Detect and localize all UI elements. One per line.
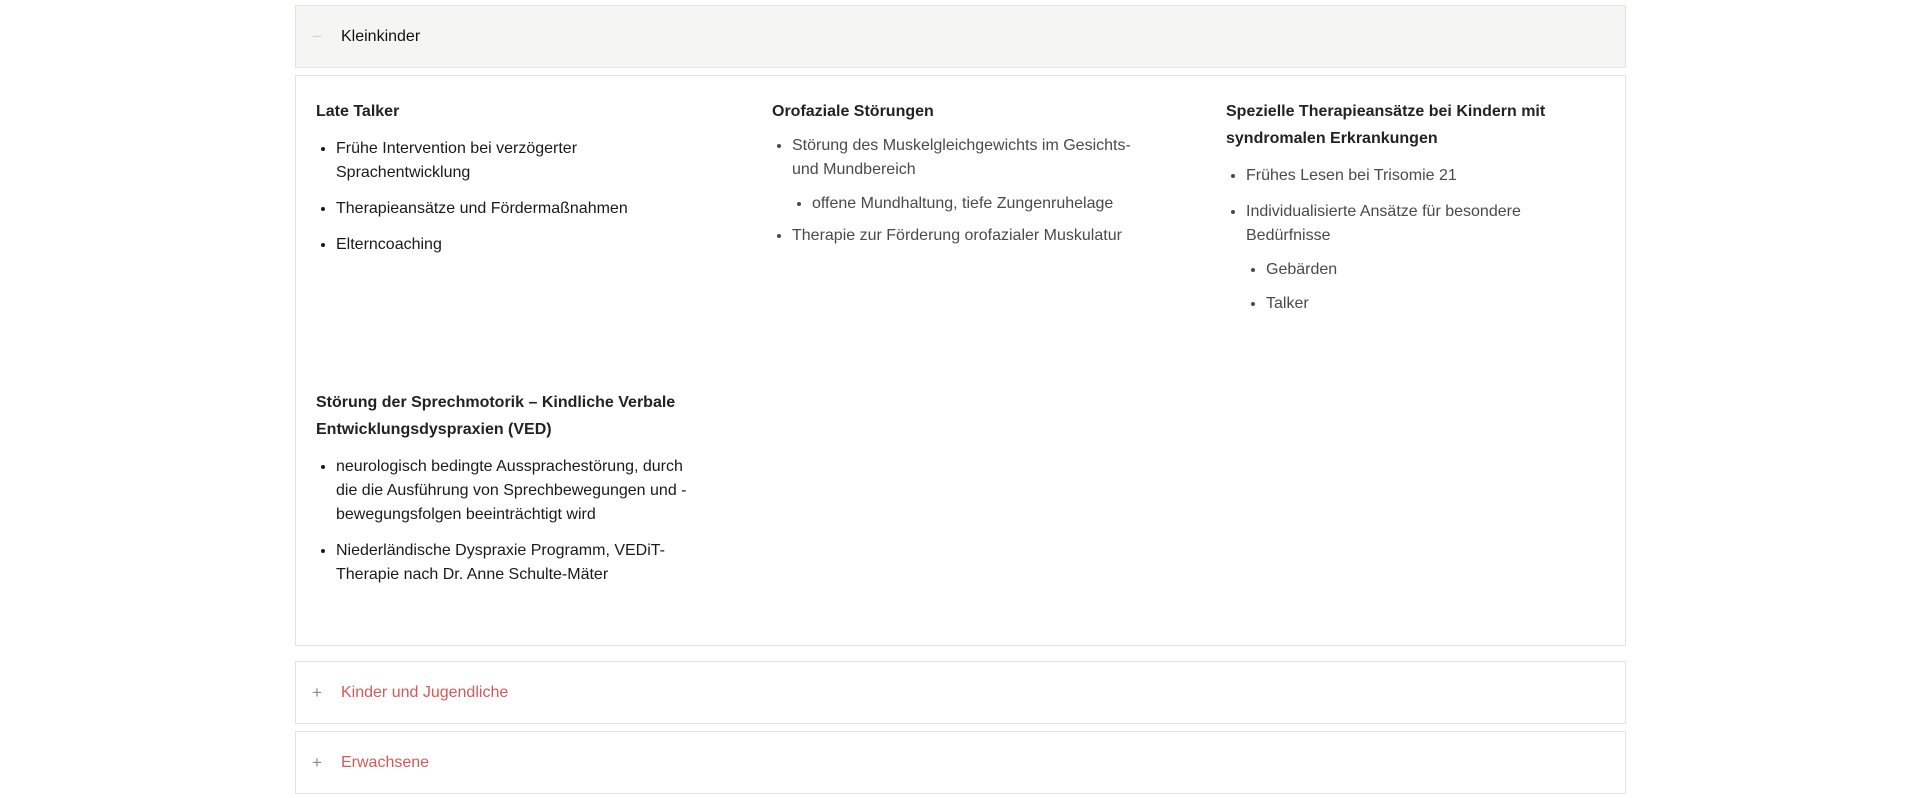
block-title: Spezielle Therapieansätze bei Kindern mit syndromalen Erkrankungen	[1226, 103, 1546, 147]
accordion-header-kinder-und-jugendliche[interactable]	[295, 661, 1626, 724]
accordion-header-kleinkinder[interactable]	[295, 5, 1626, 68]
plus-icon: +	[312, 683, 322, 702]
block-title: Störung der Sprechmotorik – Kindliche Verbale Entwicklungsdyspraxien (VED)	[316, 394, 676, 438]
accordion	[295, 5, 1626, 794]
plus-icon: +	[312, 753, 322, 772]
accordion-header-erwachsene[interactable]	[295, 731, 1626, 794]
accordion-title: Erwachsene	[341, 753, 430, 771]
sub-list-item: • Gebärden	[1266, 258, 1546, 282]
block-title: Late Talker	[316, 103, 400, 120]
list-item: • Frühes Lesen bei Trisomie 21	[1246, 164, 1546, 188]
list-item: • Niederländische Dyspraxie Programm, VEDiT-Therapie nach Dr. Anne Schulte-Mäter	[336, 539, 706, 587]
speziell-block	[1226, 98, 1546, 328]
list-item-text: Störung des Muskelgleichgewichts im Gesichts- und Mundbereich	[792, 137, 1131, 178]
orofazial-list	[772, 134, 1142, 248]
late-talker-list	[316, 137, 696, 257]
accordion-title: Kinder und Jugendliche	[341, 683, 509, 701]
block-title: Orofaziale Störungen	[772, 103, 934, 120]
sub-list	[792, 192, 1142, 216]
accordion-panel-kleinkinder	[295, 75, 1626, 646]
speziell-list	[1226, 164, 1546, 316]
list-item	[1246, 200, 1546, 316]
accordion-title: Kleinkinder	[341, 27, 421, 45]
sub-list-item: • Talker	[1266, 292, 1546, 316]
minus-icon: −	[312, 27, 322, 46]
ved-block	[316, 389, 706, 599]
list-item: • neurologisch bedingte Aussprachestörung, durch die die Ausführung von Sprechbewegungen und -bewegungsfolgen beeinträchtigt wird	[336, 455, 706, 527]
list-item: • Therapie zur Förderung orofazialer Muskulatur	[792, 224, 1142, 248]
list-item: • Frühe Intervention bei verzögerter Sprachentwicklung	[336, 137, 696, 185]
sub-list-item: • offene Mundhaltung, tiefe Zungenruhelage	[812, 192, 1142, 216]
list-item-text: Individualisierte Ansätze für besondere Bedürfnisse	[1246, 203, 1521, 244]
sub-list	[1246, 258, 1546, 316]
list-item: • Elterncoaching	[336, 233, 696, 257]
list-item: • Therapieansätze und Fördermaßnahmen	[336, 197, 696, 221]
list-item	[792, 134, 1142, 216]
orofazial-block	[772, 98, 1142, 260]
late-talker-block	[316, 98, 696, 269]
ved-list	[316, 455, 706, 587]
